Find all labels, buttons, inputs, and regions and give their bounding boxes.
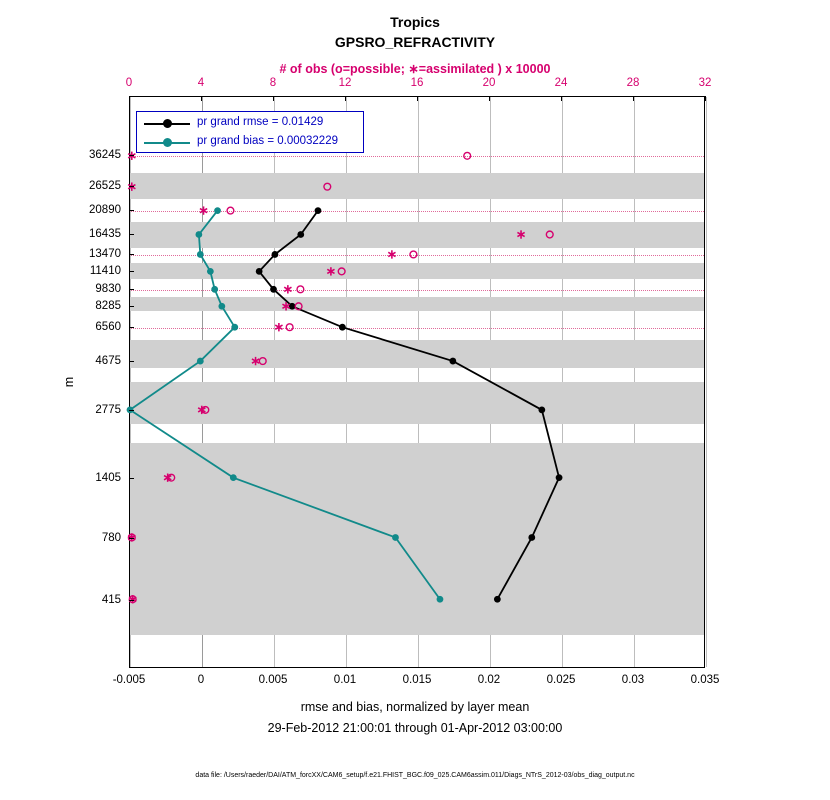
- x-top-tick-label: 24: [554, 77, 568, 89]
- x-tick-label: 0.025: [546, 674, 576, 686]
- x-axis-sublabel: 29-Feb-2012 21:00:01 through 01-Apr-2012 03:00:00: [267, 721, 563, 735]
- y-axis-label: m: [62, 376, 76, 388]
- y-tick-label: 4675: [95, 355, 121, 367]
- x-tick-label: 0.015: [402, 674, 432, 686]
- legend-marker-bias: [163, 138, 172, 147]
- obs-possible-marker: [259, 358, 266, 365]
- obs-possible-marker: [286, 324, 293, 331]
- plot-svg: [130, 97, 704, 667]
- obs-possible-marker: [410, 251, 417, 258]
- x-top-tick-mark: [489, 96, 490, 101]
- page-title: Tropics: [390, 14, 440, 30]
- series-marker: [211, 286, 218, 293]
- series-marker: [197, 358, 204, 365]
- series-marker: [207, 268, 214, 275]
- y-tick-mark: [129, 254, 134, 255]
- y-tick-label: 26525: [89, 180, 121, 192]
- obs-possible-marker: [227, 207, 234, 214]
- x-tick-label: 0: [197, 674, 205, 686]
- obs-assimilated-marker: [327, 267, 334, 275]
- x-tick-label: 0.01: [333, 674, 357, 686]
- y-tick-mark: [129, 289, 134, 290]
- x-top-tick-label: 12: [338, 77, 352, 89]
- legend-marker-rmse: [163, 119, 172, 128]
- top-axis-title: # of obs (o=possible; ∗=assimilated ) x 10000: [279, 62, 551, 76]
- x-top-tick-mark: [345, 96, 346, 101]
- series-marker: [218, 303, 225, 310]
- y-tick-mark: [129, 600, 134, 601]
- x-top-tick-label: 4: [197, 77, 205, 89]
- y-tick-mark: [129, 538, 134, 539]
- obs-possible-marker: [464, 152, 471, 159]
- y-tick-label: 415: [101, 594, 121, 606]
- series-marker: [528, 534, 535, 541]
- series-marker: [538, 407, 545, 414]
- y-tick-mark: [129, 306, 134, 307]
- series-marker: [297, 231, 304, 238]
- x-tick-label: 0.035: [690, 674, 720, 686]
- x-top-tick-mark: [129, 96, 130, 101]
- x-tick-label: -0.005: [112, 674, 146, 686]
- y-tick-label: 36245: [89, 149, 121, 161]
- legend: [136, 111, 364, 153]
- y-tick-mark: [129, 234, 134, 235]
- obs-possible-marker: [338, 268, 345, 275]
- series-marker: [230, 474, 237, 481]
- y-tick-label: 2775: [95, 404, 121, 416]
- obs-possible-marker: [297, 286, 304, 293]
- series-marker: [315, 207, 322, 214]
- obs-assimilated-marker: [517, 230, 524, 238]
- x-top-tick-mark: [417, 96, 418, 101]
- y-tick-mark: [129, 186, 134, 187]
- series-marker: [231, 324, 238, 331]
- page-subtitle: GPSRO_REFRACTIVITY: [334, 34, 496, 50]
- series-marker: [392, 534, 399, 541]
- obs-assimilated-marker: [388, 250, 395, 258]
- series-marker: [256, 268, 263, 275]
- obs-assimilated-marker: [284, 285, 291, 293]
- y-tick-label: 16435: [89, 228, 121, 240]
- data-file-footer: data file: /Users/raeder/DAI/ATM_forcXX/CAM6_setup/f.e21.FHIST_BGC.f09_025.CAM6assim.011/Diags_NTrS_2012-03/obs_diag_output.nc: [195, 772, 635, 779]
- x-top-tick-label: 0: [125, 77, 133, 89]
- x-top-tick-label: 8: [269, 77, 277, 89]
- x-top-tick-label: 28: [626, 77, 640, 89]
- legend-label-rmse: pr grand rmse = 0.01429: [197, 116, 324, 128]
- x-top-tick-mark: [705, 96, 706, 101]
- y-tick-mark: [129, 410, 134, 411]
- series-marker: [437, 596, 444, 603]
- obs-possible-marker: [324, 183, 331, 190]
- x-axis-label: rmse and bias, normalized by layer mean: [300, 700, 530, 714]
- y-tick-mark: [129, 271, 134, 272]
- y-tick-mark: [129, 478, 134, 479]
- series-marker: [197, 251, 204, 258]
- series-marker: [270, 286, 277, 293]
- x-top-tick-mark: [201, 96, 202, 101]
- y-tick-label: 1405: [95, 472, 121, 484]
- series-line: [130, 211, 440, 600]
- y-tick-label: 13470: [89, 248, 121, 260]
- x-top-tick-label: 16: [410, 77, 424, 89]
- x-top-tick-label: 20: [482, 77, 496, 89]
- obs-possible-marker: [546, 231, 553, 238]
- x-tick-label: 0.03: [621, 674, 645, 686]
- y-tick-mark: [129, 361, 134, 362]
- series-marker: [272, 251, 279, 258]
- series-marker: [339, 324, 346, 331]
- plot-area: [129, 96, 705, 668]
- obs-assimilated-marker: [200, 206, 207, 214]
- legend-label-bias: pr grand bias = 0.00032229: [197, 135, 338, 147]
- y-tick-label: 11410: [89, 265, 121, 277]
- x-top-tick-mark: [273, 96, 274, 101]
- series-marker: [195, 231, 202, 238]
- obs-assimilated-marker: [275, 323, 282, 331]
- series-marker: [449, 358, 456, 365]
- series-marker: [556, 474, 563, 481]
- series-marker: [214, 207, 221, 214]
- y-tick-mark: [129, 327, 134, 328]
- y-tick-mark: [129, 155, 134, 156]
- legend-item-rmse: [137, 113, 363, 134]
- y-tick-label: 20890: [89, 204, 121, 216]
- x-tick-label: 0.02: [477, 674, 501, 686]
- x-top-tick-mark: [561, 96, 562, 101]
- y-tick-label: 8285: [95, 300, 121, 312]
- series-line: [259, 211, 559, 600]
- y-tick-mark: [129, 210, 134, 211]
- y-tick-label: 6560: [95, 321, 121, 333]
- gridline-vertical: [706, 97, 707, 667]
- legend-item-bias: [137, 132, 363, 153]
- y-tick-label: 9830: [95, 283, 121, 295]
- series-marker: [494, 596, 501, 603]
- x-top-tick-mark: [633, 96, 634, 101]
- x-top-tick-label: 32: [698, 77, 712, 89]
- obs-assimilated-marker: [252, 357, 259, 365]
- x-tick-label: 0.005: [258, 674, 288, 686]
- y-tick-label: 780: [101, 532, 121, 544]
